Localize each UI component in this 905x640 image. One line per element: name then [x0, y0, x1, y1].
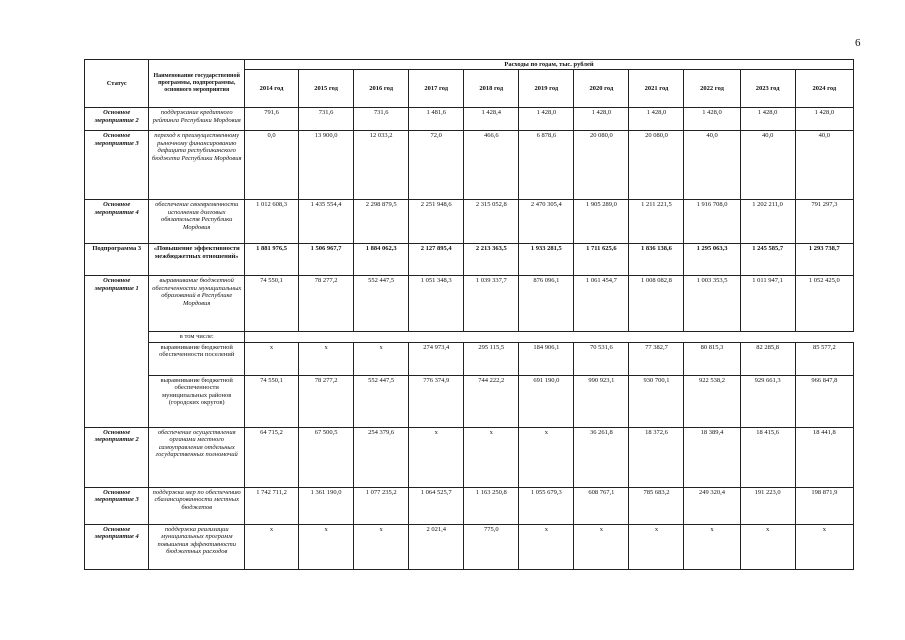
table-row: [85, 524, 854, 569]
value-cell: 18 415,6: [740, 427, 795, 487]
value-cell: x: [354, 524, 409, 569]
value-cell: 1 742 711,2: [245, 487, 299, 524]
value-cell: 80 815,3: [684, 342, 740, 375]
header-year: 2021 год: [629, 70, 684, 108]
value-cell: 966 847,8: [795, 375, 853, 427]
value-cell: 1 051 348,3: [409, 276, 464, 332]
value-cell: 184 906,1: [519, 342, 574, 375]
value-cell: 608 767,1: [574, 487, 629, 524]
value-cell: 691 190,0: [519, 375, 574, 427]
value-cell: 1 011 947,1: [740, 276, 795, 332]
value-cell: 40,0: [740, 131, 795, 200]
page-number: 6: [855, 37, 861, 49]
row-name: в том числе:: [149, 332, 245, 342]
header-year: 2020 год: [574, 70, 629, 108]
value-cell: 198 871,9: [795, 487, 853, 524]
value-cell: 791,6: [245, 108, 299, 131]
value-cell: 1 055 679,3: [519, 487, 574, 524]
row-name: выравнивание бюджетной обеспеченности муниципальных районов (городских округов): [149, 375, 245, 427]
value-cell: x: [354, 342, 409, 375]
value-cell: 70 531,6: [574, 342, 629, 375]
value-cell: 552 447,5: [354, 375, 409, 427]
value-cell: 1 061 454,7: [574, 276, 629, 332]
value-cell: 552 447,5: [354, 276, 409, 332]
value-cell: 2 251 948,6: [409, 200, 464, 244]
value-cell: 466,6: [464, 131, 519, 200]
value-cell: 78 277,2: [299, 276, 354, 332]
row-name: переход к преимущественному рыночному финансированию дефицита республиканского бюджета Республики Мордовия: [149, 131, 245, 200]
value-cell: 6 878,6: [519, 131, 574, 200]
value-cell: 18 441,8: [795, 427, 853, 487]
value-cell: 1 245 585,7: [740, 244, 795, 276]
row-name: обеспечение своевременности исполнения долговых обязательств Республики Мордовия: [149, 200, 245, 244]
table-row: [85, 427, 854, 487]
row-name: выравнивание бюджетной обеспеченности поселений: [149, 342, 245, 375]
value-cell: 1 293 738,7: [795, 244, 853, 276]
value-cell: 1 428,0: [740, 108, 795, 131]
table-row: [85, 375, 854, 427]
value-cell: 922 538,2: [684, 375, 740, 427]
value-cell: 72,0: [409, 131, 464, 200]
value-cell: 776 374,9: [409, 375, 464, 427]
value-cell: 1 506 967,7: [299, 244, 354, 276]
row-status: Основное мероприятие 4: [85, 524, 149, 569]
value-cell: 85 577,2: [795, 342, 853, 375]
table-row: [85, 487, 854, 524]
value-cell: 20 080,0: [574, 131, 629, 200]
row-status: Подпрограмма 3: [85, 244, 149, 276]
table-row: [85, 200, 854, 244]
value-cell: 731,6: [299, 108, 354, 131]
value-cell: 1 428,0: [519, 108, 574, 131]
value-cell: 785 683,2: [629, 487, 684, 524]
header-year: 2016 год: [354, 70, 409, 108]
value-cell: x: [795, 524, 853, 569]
table-row: [85, 244, 854, 276]
header-year: 2014 год: [245, 70, 299, 108]
value-cell: 1 211 221,5: [629, 200, 684, 244]
value-cell: 36 261,8: [574, 427, 629, 487]
table-row: [85, 131, 854, 200]
row-status: Основное мероприятие 2: [85, 427, 149, 487]
value-cell: 1 428,0: [574, 108, 629, 131]
header-year: 2024 год: [795, 70, 853, 108]
value-cell: x: [519, 524, 574, 569]
header-expenses: Расходы по годам, тыс. рублей: [245, 60, 854, 70]
row-status: Основное мероприятие 2: [85, 108, 149, 131]
table-row: [85, 332, 854, 342]
value-cell: 1 933 281,5: [519, 244, 574, 276]
value-cell: 18 389,4: [684, 427, 740, 487]
value-cell: 930 700,1: [629, 375, 684, 427]
value-cell: 1 711 625,6: [574, 244, 629, 276]
value-cell: 191 223,0: [740, 487, 795, 524]
value-cell: 1 916 708,0: [684, 200, 740, 244]
value-cell: x: [574, 524, 629, 569]
value-cell: 1 435 554,4: [299, 200, 354, 244]
row-name: обеспечение осуществления органами местного самоуправления отдельных государственных полномочий: [149, 427, 245, 487]
value-cell: 249 320,4: [684, 487, 740, 524]
value-cell: 74 550,1: [245, 276, 299, 332]
value-cell: 775,0: [464, 524, 519, 569]
value-cell: 40,0: [795, 131, 853, 200]
value-cell: 1 428,0: [684, 108, 740, 131]
value-cell: x: [464, 427, 519, 487]
value-cell: x: [245, 342, 299, 375]
value-cell: x: [409, 427, 464, 487]
value-cell: 731,6: [354, 108, 409, 131]
value-cell: 67 500,5: [299, 427, 354, 487]
value-cell: 1 884 062,3: [354, 244, 409, 276]
value-cell: 78 277,2: [299, 375, 354, 427]
value-cell: 2 021,4: [409, 524, 464, 569]
value-cell: 0,0: [245, 131, 299, 200]
row-name: поддержка мер по обеспечению сбалансированности местных бюджетов: [149, 487, 245, 524]
table-row: [85, 342, 854, 375]
value-cell: 1 295 063,3: [684, 244, 740, 276]
value-cell: x: [519, 427, 574, 487]
value-cell: 2 315 052,8: [464, 200, 519, 244]
value-cell: 791 297,3: [795, 200, 853, 244]
value-cell: 990 923,1: [574, 375, 629, 427]
value-cell: 1 905 289,0: [574, 200, 629, 244]
value-cell: x: [684, 524, 740, 569]
value-cell: 2 298 879,5: [354, 200, 409, 244]
header-name: Наименование государственной программы, подпрограммы, основного мероприятия: [149, 60, 245, 108]
value-cell: 2 213 363,5: [464, 244, 519, 276]
value-cell: 2 470 305,4: [519, 200, 574, 244]
value-cell: 1 012 608,3: [245, 200, 299, 244]
value-cell: x: [299, 524, 354, 569]
value-cell: 254 379,6: [354, 427, 409, 487]
value-cell: 1 064 525,7: [409, 487, 464, 524]
header-year: 2022 год: [684, 70, 740, 108]
value-cell: x: [245, 524, 299, 569]
value-cell: 1 052 425,0: [795, 276, 853, 332]
value-cell: 2 127 895,4: [409, 244, 464, 276]
value-cell: x: [740, 524, 795, 569]
value-cell: x: [299, 342, 354, 375]
value-cell: 744 222,2: [464, 375, 519, 427]
row-status: Основное мероприятие 3: [85, 131, 149, 200]
header-year: 2017 год: [409, 70, 464, 108]
row-name: поддержание кредитного рейтинга Республики Мордовия: [149, 108, 245, 131]
value-cell: 20 080,0: [629, 131, 684, 200]
row-name: «Повышение эффективности межбюджетных отношений»: [149, 244, 245, 276]
value-cell: 1 428,0: [795, 108, 853, 131]
value-cell: 18 372,6: [629, 427, 684, 487]
value-cell: 1 008 082,8: [629, 276, 684, 332]
value-cell: 274 973,4: [409, 342, 464, 375]
value-cell: 1 881 976,5: [245, 244, 299, 276]
row-name: выравнивание бюджетной обеспеченности муниципальных образований в Республике Мордовия: [149, 276, 245, 332]
table-row: [85, 276, 854, 332]
value-cell: 1 163 250,8: [464, 487, 519, 524]
header-year: 2023 год: [740, 70, 795, 108]
budget-expenses-table: [84, 59, 854, 570]
header-year: 2019 год: [519, 70, 574, 108]
value-cell: 12 033,2: [354, 131, 409, 200]
value-cell: 929 661,3: [740, 375, 795, 427]
table-row: [85, 108, 854, 131]
row-name: поддержка реализации муниципальных программ повышения эффективности бюджетных расходов: [149, 524, 245, 569]
value-cell: 13 900,0: [299, 131, 354, 200]
value-cell: 82 285,8: [740, 342, 795, 375]
value-cell: 40,0: [684, 131, 740, 200]
value-cell: 1 428,0: [629, 108, 684, 131]
value-cell: 295 115,5: [464, 342, 519, 375]
value-cell: 64 715,2: [245, 427, 299, 487]
value-cell: 74 550,1: [245, 375, 299, 427]
row-status: Основное мероприятие 1: [85, 276, 149, 427]
value-cell: 77 382,7: [629, 342, 684, 375]
value-cell: 1 428,4: [464, 108, 519, 131]
value-cell: x: [629, 524, 684, 569]
value-cell: 1 361 190,0: [299, 487, 354, 524]
value-cell: 1 202 211,0: [740, 200, 795, 244]
value-cell: 1 077 235,2: [354, 487, 409, 524]
row-status: Основное мероприятие 4: [85, 200, 149, 244]
value-cell: 1 003 353,5: [684, 276, 740, 332]
value-cell: 876 096,1: [519, 276, 574, 332]
header-status: Статус: [85, 60, 149, 108]
header-year: 2015 год: [299, 70, 354, 108]
value-cell: 1 039 337,7: [464, 276, 519, 332]
value-cell: 1 836 138,6: [629, 244, 684, 276]
row-status: Основное мероприятие 3: [85, 487, 149, 524]
header-year: 2018 год: [464, 70, 519, 108]
value-cell: 1 481,6: [409, 108, 464, 131]
